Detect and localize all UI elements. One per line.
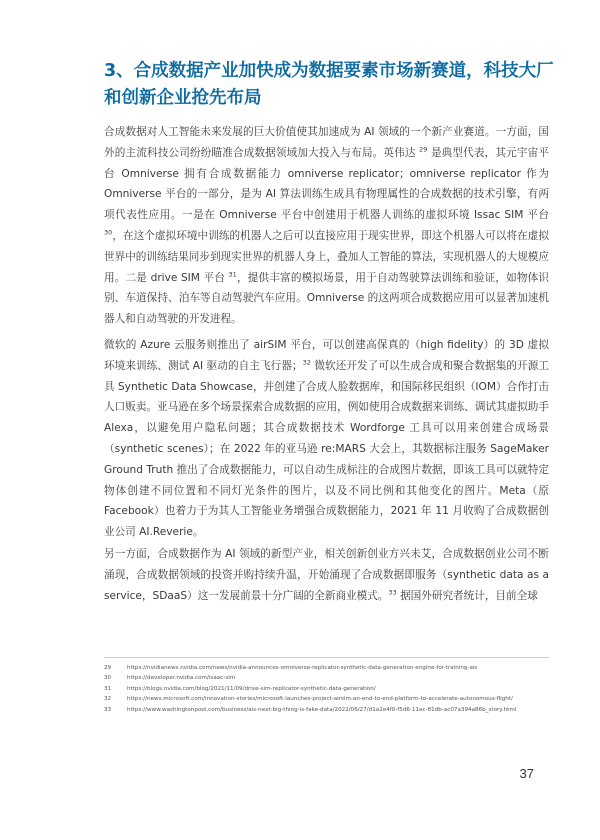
footnote-item [104,705,549,715]
footnote-ref[interactable]: 30 [104,228,113,237]
footnote-link[interactable]: https://www.washingtonpost.com/business/ais-next-big-thing-is-fake-data/2022/06/27/d1a2e4f0-f5d6-11ec-81db-ac07a394a86b_story.html [127,706,517,713]
footnote-number: 30 [104,675,112,682]
paragraph-startups [104,544,549,606]
paragraph-nvidia [104,122,549,330]
paragraph-text: 是典型代表，其元宇宙平台 Omniverse 拥有合成数据能力 omniverse replicator；omniverse replicator 作为 Omniverse 平台的一部分，是为 AI 算法训练生成具有物理属性的合成数据的技术引擎，有两项代表性应用。一是在 Omniverse 平台中创建用于机器人训练的虚拟环境 Issac SIM 平台 [104,146,549,222]
paragraph-text: ，提供丰富的模拟场景，用于自动驾驶算法训练和验证，如物体识别、车道保持、泊车等自动驾驶汽车应用。Omniverse 的这两项合成数据应用可以显著加速机器人和自动驾驶的开发进程。 [104,271,549,326]
footnote-ref[interactable]: 32 [302,358,311,367]
paragraph-microsoft-amazon-meta [104,335,549,543]
footnote-item [104,694,549,704]
footnote-item [104,663,549,673]
paragraph-text: 合成数据对人工智能未来发展的巨大价值使其加速成为 AI 领域的一个新产业赛道。一方面，国外的主流科技公司纷纷瞄准合成数据领域加大投入与布局。英伟达 [104,126,549,159]
footnote-item [104,684,549,694]
paragraph-text: 据国外研究者统计，目前全球 [396,589,538,602]
paragraph-text: 微软的 Azure 云服务则推出了 airSIM 平台，可以创建高保真的（high fidelity）的 3D 虚拟环境来训练、测试 AI 驱动的自主飞行器； [104,339,549,372]
paragraph-text: 微软还开发了可以生成合成和聚合数据集的开源工具 Synthetic Data Showcase，并创建了合成人脸数据库，和国际移民组织（IOM）合作打击人口贩卖。亚马逊在多个场景探索合成数据的应用，例如使用合成数据来训练、调试其虚拟助手 Alexa，以避免用户隐私问题；其合成数据技术 Wordforge 工具可以用来创建合成场景（synthetic scenes）；在 2022 年的亚马逊 re:MARS 大会上，其数据标注服务 SageMaker Ground Truth 推出了合成数据能力，可以自动生成标注的合成图片数据，即该工具可以就特定物体创建不同位置和不同灯光条件的图片，以及不同比例和其他变化的图片。Meta（原 Facebook）也着力于为其人工智能业务增强合成数据能力，2021 年 11 月收购了合成数据创业公司 AI.Reverie。 [104,359,549,539]
footnote-link[interactable]: https://news.microsoft.com/innovation-stories/microsoft-launches-project-airsim-an-end-to-end-platform-to-accelerate-autonomous-flight/ [127,696,513,703]
footnote-ref[interactable]: 33 [388,588,397,597]
footnotes [104,663,549,715]
footnote-divider [104,657,549,658]
footnote-link[interactable]: https://developer.nvidia.com/isaac-sim [127,675,236,682]
paragraph-text: ，在这个虚拟环境中训练的机器人之后可以直接应用于现实世界，即这个机器人可以将在虚拟世界中的训练结果同步到现实世界的机器人身上，叠加人工智能的算法，实现机器人的大规模应用。二是 drive SIM 平台 [104,229,549,284]
footnote-link[interactable]: https://blogs.nvidia.com/blog/2021/11/09/drive-sim-replicator-synthetic-data-generation/ [127,685,376,692]
section-heading: 3、合成数据产业加快成为数据要素市场新赛道，科技大厂和创新企业抢先布局 [104,61,554,108]
footnote-ref[interactable]: 29 [419,145,428,154]
footnote-link[interactable]: https://nvidianews.nvidia.com/news/nvidia-announces-omniverse-replicator-synthetic-data-generation-engine-for-training-ais [127,665,478,671]
footnote-item [104,673,549,683]
paragraph-text: 另一方面，合成数据作为 AI 领域的新型产业，相关创新创业方兴未艾，合成数据创业公司不断涌现，合成数据领域的投资并购持续升温，开始涌现了合成数据即服务（synthetic data as a service，SDaaS）这一发展前景十分广阔的全新商业模式。 [104,548,549,602]
footnote-number: 33 [104,706,112,713]
footnote-number: 29 [104,665,112,671]
page-number: 37 [519,766,534,781]
footnote-ref[interactable]: 31 [228,270,237,279]
footnote-number: 31 [104,685,112,692]
footnote-number: 32 [104,696,112,703]
